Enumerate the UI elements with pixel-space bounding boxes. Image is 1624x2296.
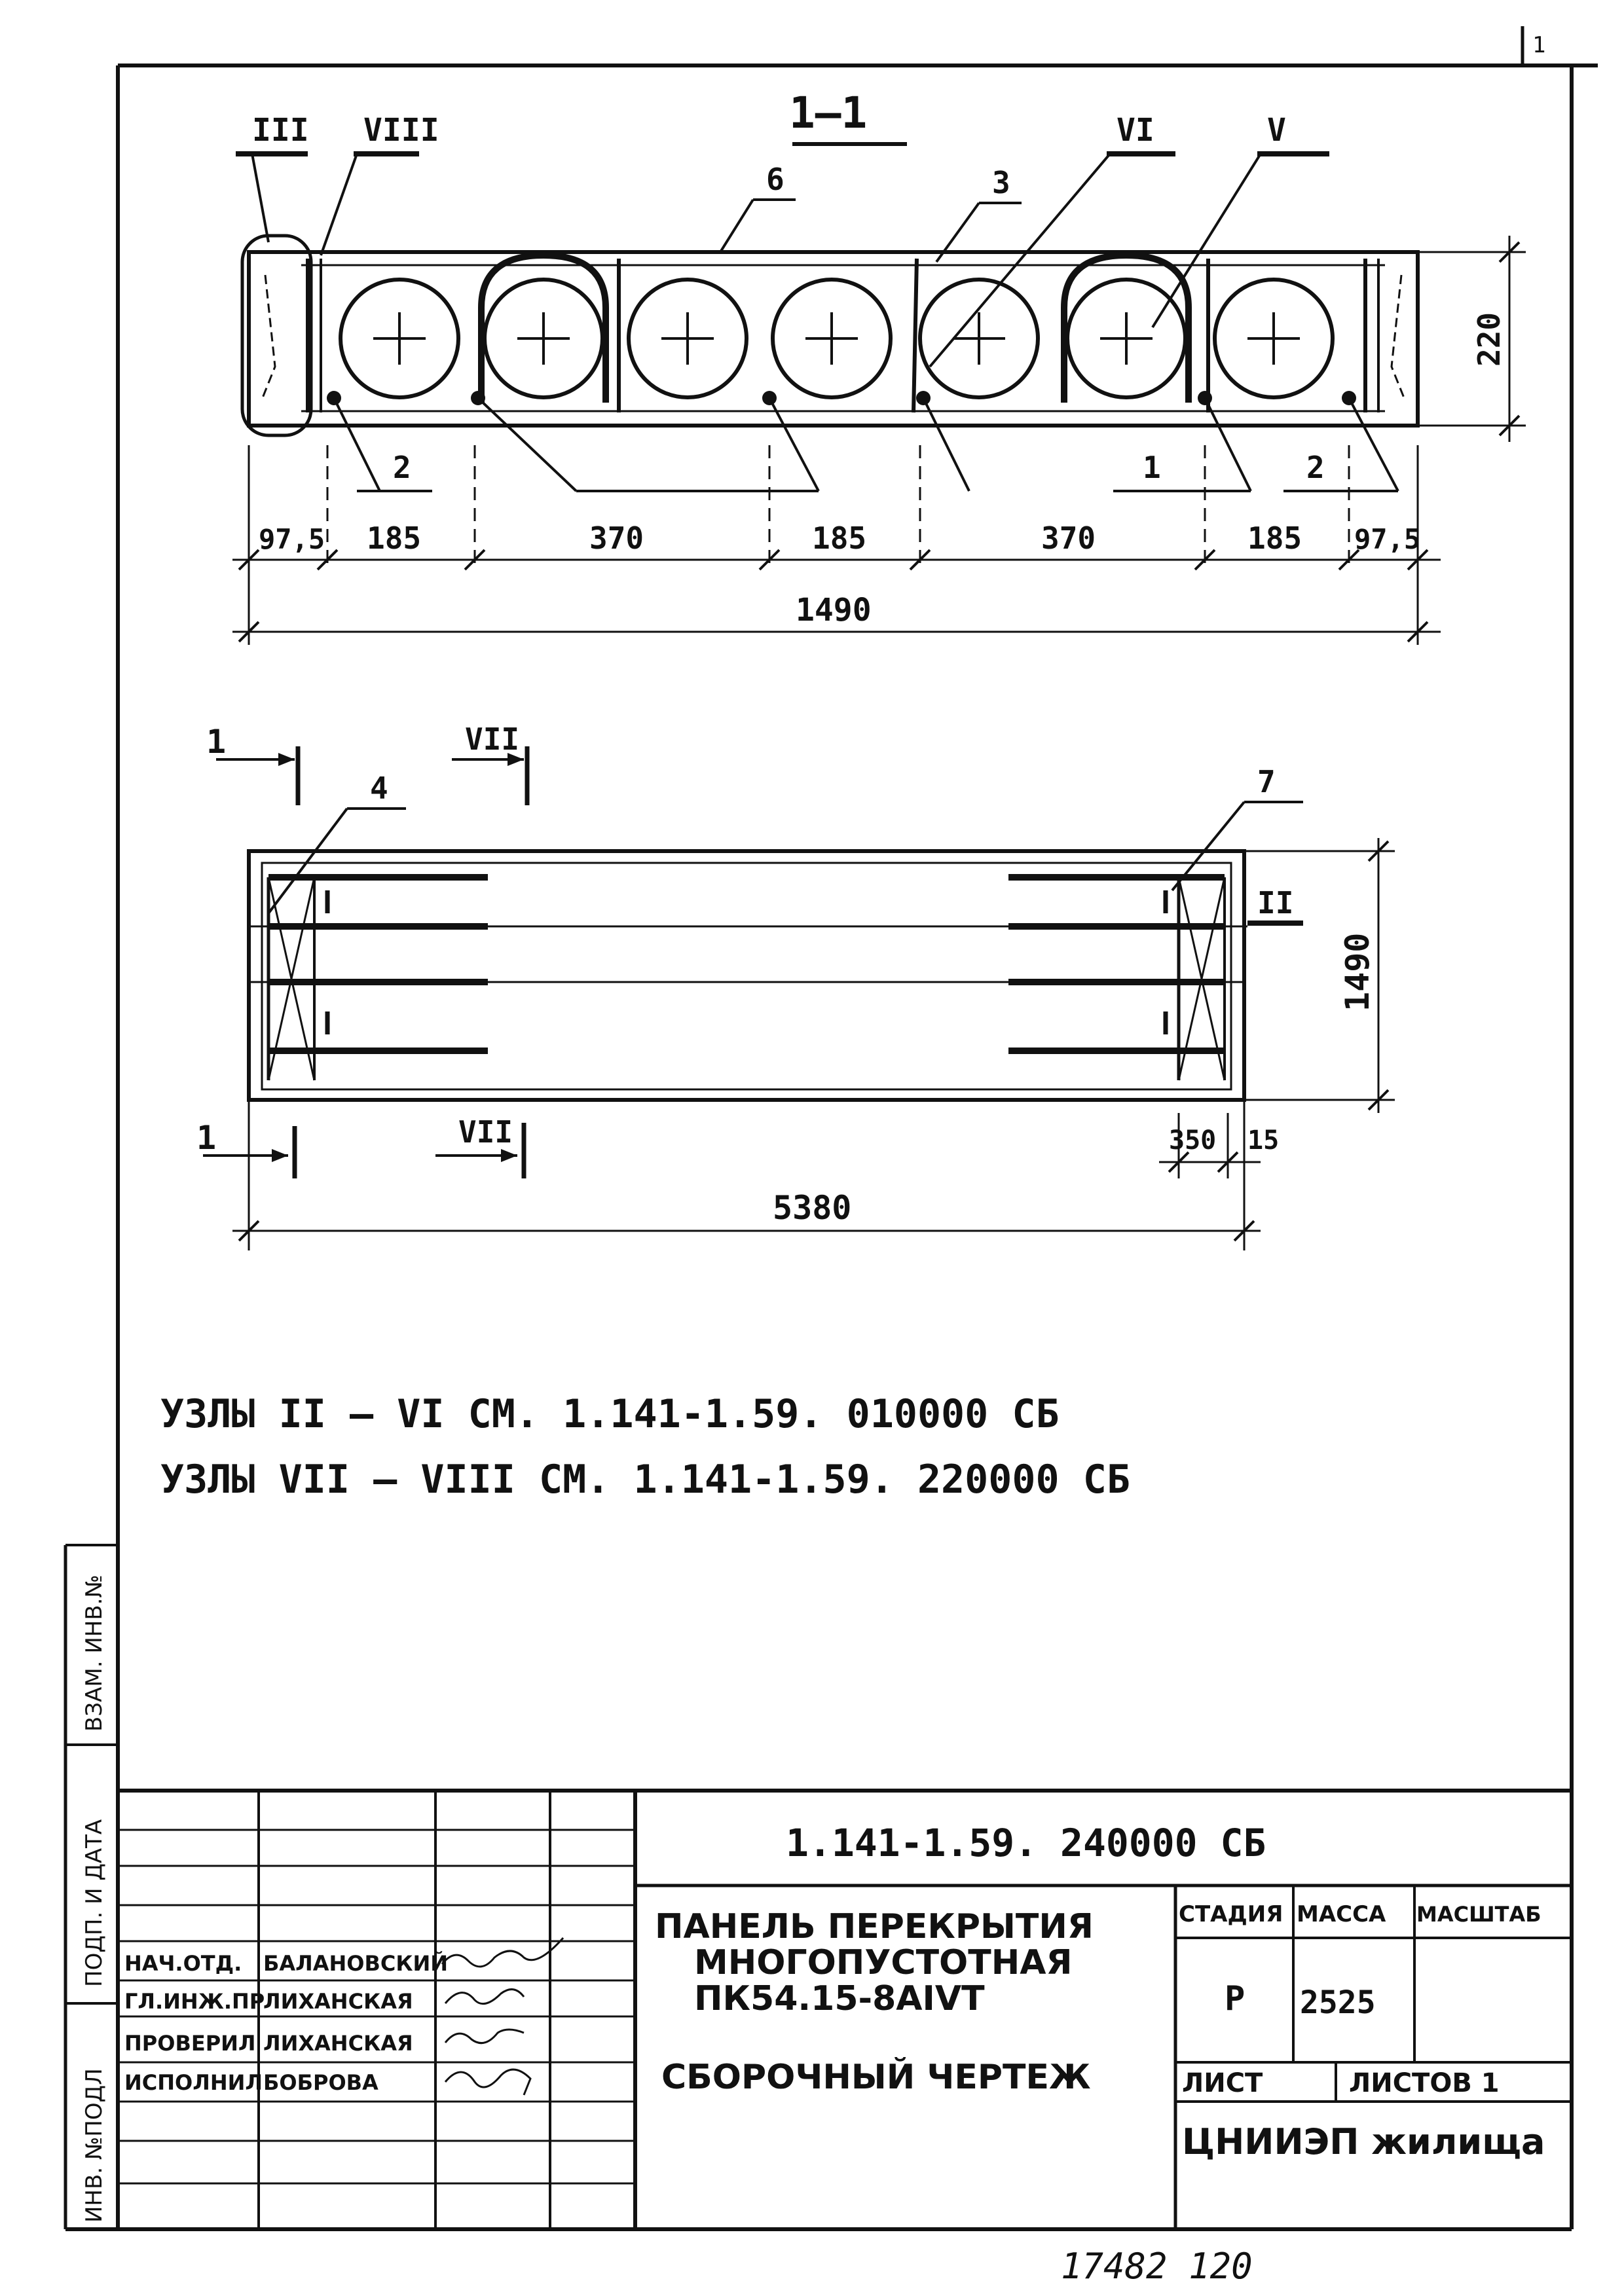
section-1-1 bbox=[232, 88, 1526, 645]
node-label-vi: VI bbox=[1116, 112, 1154, 149]
plan-length-dim: 5380 bbox=[773, 1189, 852, 1227]
sheet-label: ЛИСТ bbox=[1182, 2068, 1263, 2098]
dim-185-c: 185 bbox=[1247, 520, 1302, 556]
position-7: 7 bbox=[1257, 764, 1276, 799]
note-line-1: УЗЛЫ II – VI СМ. 1.141-1.59. 010000 СБ bbox=[160, 1391, 1060, 1437]
position-4: 4 bbox=[370, 771, 388, 806]
cut-label-vii-bottom: VII bbox=[458, 1114, 513, 1150]
product-title-line-2: МНОГОПУСТОТНАЯ bbox=[694, 1943, 1073, 1982]
scale-header: МАСШТАБ bbox=[1416, 1902, 1541, 1927]
stage-header: СТАДИЯ bbox=[1179, 1901, 1283, 1927]
page-corner-mark: 1 bbox=[1532, 32, 1546, 58]
node-label-v: V bbox=[1267, 112, 1286, 149]
dim-370-a: 370 bbox=[589, 520, 644, 556]
dim-edge-left: 97,5 bbox=[259, 523, 325, 555]
height-dim: 220 bbox=[1471, 312, 1507, 367]
node-label-viii: VIII bbox=[363, 112, 439, 149]
side-label-replacement: ВЗАМ. ИНВ.№ bbox=[81, 1575, 107, 1732]
left-stamp-column bbox=[65, 1545, 118, 2229]
notes bbox=[160, 1391, 1130, 1503]
product-title-line-1: ПАНЕЛЬ ПЕРЕКРЫТИЯ bbox=[655, 1907, 1094, 1946]
staff-role-2: ГЛ.ИНЖ.ПР bbox=[124, 1989, 265, 2014]
cut-label-1-top: 1 bbox=[206, 723, 227, 761]
organization-name: ЦНИИЭП жилища bbox=[1182, 2121, 1545, 2162]
node-label-ii: II bbox=[1257, 885, 1294, 920]
mass-value: 2525 bbox=[1300, 1984, 1376, 2021]
staff-role-1: НАЧ.ОТД. bbox=[124, 1951, 242, 1976]
dim-185-a: 185 bbox=[367, 520, 422, 556]
position-3: 3 bbox=[992, 165, 1010, 200]
node-label-iii: III bbox=[252, 112, 309, 149]
product-title-line-3: ПК54.15-8АIVТ bbox=[694, 1979, 985, 2018]
hollow-cores bbox=[341, 280, 1333, 397]
staff-role-4: ИСПОЛНИЛ bbox=[124, 2070, 263, 2095]
cut-label-vii-top: VII bbox=[465, 721, 520, 757]
footer-number: 17482 120 bbox=[1061, 2246, 1253, 2287]
side-label-signature-date: ПОДП. И ДАТА bbox=[81, 1819, 107, 1987]
drawing-type: СБОРОЧНЫЙ ЧЕРТЕЖ bbox=[661, 2058, 1091, 2097]
note-line-2: УЗЛЫ VII – VIII СМ. 1.141-1.59. 220000 СБ bbox=[160, 1457, 1131, 1503]
stage-value: Р bbox=[1225, 1979, 1246, 2018]
sheets-count-label: ЛИСТОВ 1 bbox=[1349, 2068, 1500, 2098]
total-width-dim: 1490 bbox=[796, 592, 872, 629]
section-title: 1—1 bbox=[789, 88, 868, 138]
position-6: 6 bbox=[766, 162, 784, 197]
plan-width-dim: 1490 bbox=[1338, 932, 1376, 1011]
staff-role-3: ПРОВЕРИЛ bbox=[124, 2031, 256, 2056]
cut-label-1-bottom: 1 bbox=[196, 1119, 217, 1157]
staff-name-1: БАЛАНОВСКИЙ bbox=[263, 1951, 449, 1976]
position-1: 1 bbox=[1143, 450, 1161, 485]
position-2-left: 2 bbox=[393, 450, 411, 485]
title-block bbox=[118, 1791, 1572, 2229]
position-2-right: 2 bbox=[1306, 450, 1325, 485]
staff-name-4: БОБРОВА bbox=[263, 2070, 378, 2095]
dim-350: 350 bbox=[1169, 1125, 1217, 1156]
staff-name-2: ЛИХАНСКАЯ bbox=[263, 1989, 413, 2014]
side-label-original-inv: ИНВ. №ПОДЛ bbox=[81, 2068, 107, 2223]
dim-370-b: 370 bbox=[1041, 520, 1096, 556]
mass-header: МАССА bbox=[1297, 1901, 1386, 1927]
doc-code: 1.141-1.59. 240000 СБ bbox=[786, 1821, 1266, 1865]
dim-15: 15 bbox=[1247, 1125, 1280, 1156]
staff-name-3: ЛИХАНСКАЯ bbox=[263, 2031, 413, 2056]
dim-edge-right: 97,5 bbox=[1354, 523, 1421, 555]
dim-185-b: 185 bbox=[812, 520, 867, 556]
plan-view bbox=[196, 721, 1395, 1250]
